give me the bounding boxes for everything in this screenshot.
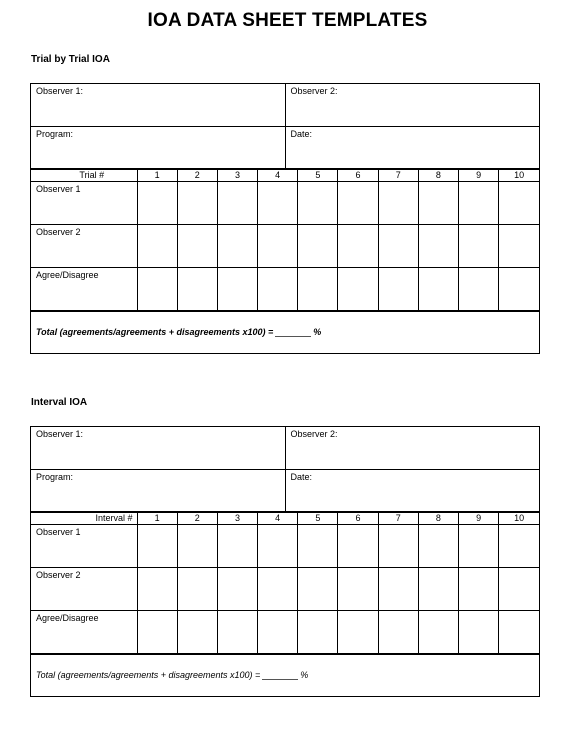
table-row — [31, 610, 539, 653]
observer2-field[interactable] — [285, 427, 539, 469]
table-row — [31, 181, 539, 224]
column-header: 4 — [258, 169, 298, 181]
data-cell[interactable] — [137, 181, 177, 224]
trial-number-label: Trial # — [31, 169, 137, 181]
column-header: 10 — [499, 512, 539, 524]
row-label: Observer 1 — [31, 181, 137, 224]
observer2-label: Observer 2: — [290, 429, 338, 439]
date-field[interactable] — [285, 126, 539, 168]
data-cell[interactable] — [177, 267, 217, 310]
table-row — [31, 224, 539, 267]
data-cell[interactable] — [338, 181, 378, 224]
column-header: 1 — [137, 169, 177, 181]
data-cell[interactable] — [378, 524, 418, 567]
column-header: 9 — [459, 169, 499, 181]
trial-grid-table — [31, 169, 539, 311]
data-cell[interactable] — [137, 524, 177, 567]
column-header: 7 — [378, 512, 418, 524]
observer2-label: Observer 2: — [290, 86, 338, 96]
column-header: 9 — [459, 512, 499, 524]
trial-header-row — [31, 169, 539, 181]
row-label: Observer 1 — [31, 524, 137, 567]
interval-info-table — [31, 427, 539, 512]
interval-ioa-sheet — [30, 426, 540, 697]
data-cell[interactable] — [298, 567, 338, 610]
data-cell[interactable] — [378, 610, 418, 653]
date-field[interactable] — [285, 469, 539, 511]
data-cell[interactable] — [418, 181, 458, 224]
row-label: Agree/Disagree — [31, 267, 137, 310]
program-field[interactable] — [31, 469, 285, 511]
table-row — [31, 524, 539, 567]
interval-grid-table — [31, 512, 539, 654]
data-cell[interactable] — [217, 524, 257, 567]
data-cell[interactable] — [459, 567, 499, 610]
data-cell[interactable] — [378, 181, 418, 224]
data-cell[interactable] — [338, 224, 378, 267]
column-header: 4 — [258, 512, 298, 524]
column-header: 2 — [177, 512, 217, 524]
data-cell[interactable] — [459, 181, 499, 224]
data-cell[interactable] — [378, 567, 418, 610]
data-cell[interactable] — [217, 267, 257, 310]
data-cell[interactable] — [177, 567, 217, 610]
column-header: 2 — [177, 169, 217, 181]
data-cell[interactable] — [137, 567, 177, 610]
data-cell[interactable] — [258, 181, 298, 224]
interval-header-row — [31, 512, 539, 524]
column-header: 8 — [418, 512, 458, 524]
data-cell[interactable] — [459, 524, 499, 567]
observer2-field[interactable] — [285, 84, 539, 126]
row-label: Agree/Disagree — [31, 610, 137, 653]
page-title: IOA DATA SHEET TEMPLATES — [147, 10, 428, 31]
table-row — [31, 567, 539, 610]
program-field[interactable] — [31, 126, 285, 168]
data-cell[interactable] — [298, 267, 338, 310]
data-cell[interactable] — [298, 181, 338, 224]
column-header: 3 — [217, 512, 257, 524]
data-cell[interactable] — [418, 524, 458, 567]
data-cell[interactable] — [418, 567, 458, 610]
interval-number-label: Interval # — [31, 512, 137, 524]
data-cell[interactable] — [338, 267, 378, 310]
column-header: 6 — [338, 512, 378, 524]
data-cell[interactable] — [298, 224, 338, 267]
data-cell[interactable] — [177, 524, 217, 567]
data-cell[interactable] — [258, 267, 298, 310]
row-label: Observer 2 — [31, 567, 137, 610]
column-header: 1 — [137, 512, 177, 524]
observer1-label: Observer 1: — [36, 429, 84, 439]
total-formula-text: Total (agreements/agreements + disagreements x100) = — [36, 327, 274, 337]
percent-sign: % — [300, 670, 309, 680]
column-header: 3 — [217, 169, 257, 181]
data-cell[interactable] — [338, 567, 378, 610]
data-cell[interactable] — [418, 267, 458, 310]
data-cell[interactable] — [137, 224, 177, 267]
column-header: 5 — [298, 169, 338, 181]
observer1-label: Observer 1: — [36, 86, 84, 96]
trial-info-table — [31, 84, 539, 169]
data-cell[interactable] — [177, 610, 217, 653]
observer1-field[interactable] — [31, 84, 285, 126]
section-heading-interval: Interval IOA — [31, 397, 88, 408]
column-header: 7 — [378, 169, 418, 181]
row-label: Observer 2 — [31, 224, 137, 267]
data-cell[interactable] — [459, 267, 499, 310]
data-cell[interactable] — [338, 610, 378, 653]
data-cell[interactable] — [459, 224, 499, 267]
total-blank[interactable] — [275, 328, 311, 337]
data-cell[interactable] — [298, 524, 338, 567]
observer1-field[interactable] — [31, 427, 285, 469]
data-cell[interactable] — [499, 267, 539, 310]
percent-sign: % — [313, 327, 322, 337]
program-label: Program: — [36, 128, 74, 139]
total-row — [31, 311, 539, 353]
data-cell[interactable] — [499, 610, 539, 653]
data-cell[interactable] — [499, 567, 539, 610]
data-cell[interactable] — [258, 610, 298, 653]
data-cell[interactable] — [177, 181, 217, 224]
total-formula-text: Total (agreements/agreements + disagreements x100) = — [36, 670, 261, 680]
data-cell[interactable] — [338, 524, 378, 567]
data-cell[interactable] — [137, 610, 177, 653]
data-cell[interactable] — [418, 224, 458, 267]
data-cell[interactable] — [258, 567, 298, 610]
data-cell[interactable] — [258, 224, 298, 267]
column-header: 6 — [338, 169, 378, 181]
data-cell[interactable] — [217, 567, 257, 610]
data-cell[interactable] — [499, 224, 539, 267]
program-label: Program: — [36, 471, 74, 482]
data-cell[interactable] — [459, 610, 499, 653]
column-header: 8 — [418, 169, 458, 181]
data-cell[interactable] — [217, 610, 257, 653]
data-cell[interactable] — [177, 224, 217, 267]
total-row — [31, 654, 539, 696]
data-cell[interactable] — [418, 610, 458, 653]
data-cell[interactable] — [217, 181, 257, 224]
data-cell[interactable] — [499, 524, 539, 567]
date-label: Date: — [290, 128, 313, 139]
data-cell[interactable] — [378, 267, 418, 310]
data-cell[interactable] — [137, 267, 177, 310]
trial-ioa-sheet — [30, 83, 540, 354]
date-label: Date: — [290, 471, 313, 482]
data-cell[interactable] — [298, 610, 338, 653]
data-cell[interactable] — [258, 524, 298, 567]
table-row — [31, 267, 539, 310]
column-header: 10 — [499, 169, 539, 181]
column-header: 5 — [298, 512, 338, 524]
data-cell[interactable] — [499, 181, 539, 224]
total-blank[interactable] — [262, 671, 298, 680]
data-cell[interactable] — [378, 224, 418, 267]
data-cell[interactable] — [217, 224, 257, 267]
section-heading-trial: Trial by Trial IOA — [31, 54, 110, 65]
